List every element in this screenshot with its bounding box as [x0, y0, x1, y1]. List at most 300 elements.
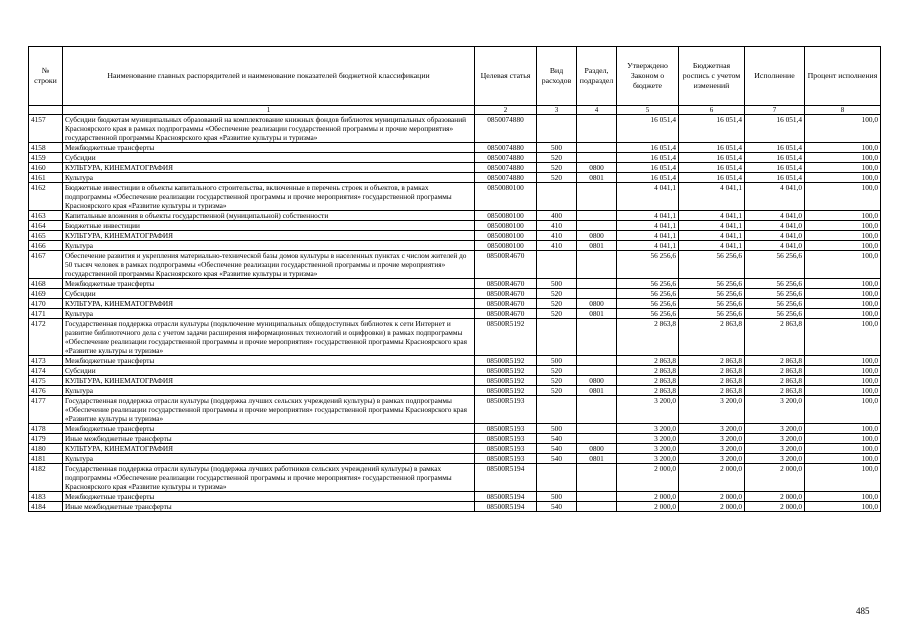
row-expense-type: 520: [537, 153, 577, 163]
row-approved-amount: 56 256,6: [617, 279, 679, 289]
row-name: Капитальные вложения в объекты государственной (муниципальной) собственности: [63, 211, 475, 221]
table-row: [29, 309, 881, 319]
row-expense-type: 500: [537, 279, 577, 289]
row-number: 4159: [29, 153, 63, 163]
row-expense-type: 500: [537, 143, 577, 153]
row-percent: 100,0: [805, 464, 881, 492]
row-executed-amount: 4 041,0: [745, 211, 805, 221]
row-executed-amount: 2 863,8: [745, 376, 805, 386]
row-listed-amount: 16 051,4: [679, 173, 745, 183]
header-num: № строки: [29, 47, 63, 106]
row-expense-type: [537, 115, 577, 143]
row-percent: 100,0: [805, 309, 881, 319]
row-executed-amount: 4 041,0: [745, 183, 805, 211]
row-target-article: 08500R5194: [475, 492, 537, 502]
row-name: Государственная поддержка отрасли культуры (поддержка лучших сельских учреждений культуры) в рамках подпрограммы «Обеспечение реализации государственной программы и прочие мероприятия» государственной программы Красноярского края «Развитие культуры и туризма»: [63, 396, 475, 424]
row-percent: 100,0: [805, 211, 881, 221]
row-section: [577, 211, 617, 221]
row-percent: 100,0: [805, 454, 881, 464]
row-name: Межбюджетные трансферты: [63, 492, 475, 502]
row-section: [577, 424, 617, 434]
row-number: 4158: [29, 143, 63, 153]
table-row: [29, 396, 881, 424]
row-listed-amount: 2 863,8: [679, 319, 745, 356]
row-section: [577, 279, 617, 289]
row-target-article: 0850080100: [475, 241, 537, 251]
row-percent: 100,0: [805, 502, 881, 512]
row-listed-amount: 4 041,1: [679, 211, 745, 221]
row-expense-type: 500: [537, 492, 577, 502]
header-approved: Утверждено Законом о бюджете: [617, 47, 679, 106]
row-executed-amount: 3 200,0: [745, 444, 805, 454]
row-number: 4184: [29, 502, 63, 512]
row-number: 4168: [29, 279, 63, 289]
row-approved-amount: 16 051,4: [617, 153, 679, 163]
row-executed-amount: 3 200,0: [745, 454, 805, 464]
row-number: 4169: [29, 289, 63, 299]
row-section: 0800: [577, 231, 617, 241]
table-row: [29, 289, 881, 299]
row-listed-amount: 56 256,6: [679, 251, 745, 279]
row-percent: 100,0: [805, 356, 881, 366]
row-approved-amount: 2 000,0: [617, 464, 679, 492]
row-name: Межбюджетные трансферты: [63, 356, 475, 366]
row-executed-amount: 2 863,8: [745, 319, 805, 356]
row-section: 0800: [577, 376, 617, 386]
row-approved-amount: 56 256,6: [617, 251, 679, 279]
row-percent: 100,0: [805, 143, 881, 153]
column-number: 5: [617, 106, 679, 115]
row-name: Межбюджетные трансферты: [63, 143, 475, 153]
row-number: 4182: [29, 464, 63, 492]
row-approved-amount: 16 051,4: [617, 143, 679, 153]
row-section: [577, 434, 617, 444]
row-approved-amount: 56 256,6: [617, 289, 679, 299]
table-row: [29, 299, 881, 309]
row-target-article: 0850074880: [475, 163, 537, 173]
row-listed-amount: 2 863,8: [679, 366, 745, 376]
row-name: Иные межбюджетные трансферты: [63, 434, 475, 444]
row-approved-amount: 3 200,0: [617, 396, 679, 424]
row-section: [577, 153, 617, 163]
row-percent: 100,0: [805, 163, 881, 173]
row-section: [577, 464, 617, 492]
row-number: 4170: [29, 299, 63, 309]
row-name: Субсидии бюджетам муниципальных образований на комплектование книжных фондов библиотек муниципальных образований Красноярского края в рамках подпрограммы «Обеспечение реализации государственной программы и прочие мероприятия» государственной программы Красноярского края «Развитие культуры и туризма»: [63, 115, 475, 143]
row-listed-amount: 3 200,0: [679, 444, 745, 454]
table-row: [29, 376, 881, 386]
row-listed-amount: 16 051,4: [679, 163, 745, 173]
row-target-article: 0850080100: [475, 211, 537, 221]
row-approved-amount: 3 200,0: [617, 454, 679, 464]
row-approved-amount: 4 041,1: [617, 221, 679, 231]
row-expense-type: 520: [537, 376, 577, 386]
row-executed-amount: 2 000,0: [745, 502, 805, 512]
row-target-article: 08500R5193: [475, 424, 537, 434]
row-listed-amount: 16 051,4: [679, 143, 745, 153]
row-name: Культура: [63, 241, 475, 251]
row-section: [577, 289, 617, 299]
column-number: 4: [577, 106, 617, 115]
row-target-article: 0850080100: [475, 231, 537, 241]
row-percent: 100,0: [805, 289, 881, 299]
row-target-article: 08500R5192: [475, 366, 537, 376]
header-razdel: Раздел, подраздел: [577, 47, 617, 106]
row-expense-type: 410: [537, 241, 577, 251]
row-executed-amount: 4 041,0: [745, 231, 805, 241]
row-executed-amount: 4 041,0: [745, 241, 805, 251]
row-expense-type: 520: [537, 173, 577, 183]
row-name: Культура: [63, 386, 475, 396]
row-target-article: 0850080100: [475, 221, 537, 231]
row-expense-type: 520: [537, 386, 577, 396]
row-name: Межбюджетные трансферты: [63, 279, 475, 289]
row-listed-amount: 56 256,6: [679, 309, 745, 319]
row-executed-amount: 56 256,6: [745, 251, 805, 279]
row-target-article: 08500R4670: [475, 289, 537, 299]
row-expense-type: [537, 464, 577, 492]
row-number: 4157: [29, 115, 63, 143]
row-section: [577, 143, 617, 153]
row-expense-type: [537, 319, 577, 356]
row-target-article: 08500R4670: [475, 251, 537, 279]
row-number: 4180: [29, 444, 63, 454]
row-number: 4161: [29, 173, 63, 183]
table-header-row: [29, 47, 881, 106]
row-executed-amount: 16 051,4: [745, 115, 805, 143]
row-expense-type: [537, 251, 577, 279]
table-row: [29, 444, 881, 454]
row-listed-amount: 4 041,1: [679, 231, 745, 241]
table-row: [29, 319, 881, 356]
row-approved-amount: 4 041,1: [617, 183, 679, 211]
table-row: [29, 454, 881, 464]
row-section: [577, 183, 617, 211]
row-expense-type: 540: [537, 434, 577, 444]
row-section: 0800: [577, 299, 617, 309]
row-listed-amount: 56 256,6: [679, 299, 745, 309]
row-percent: 100,0: [805, 386, 881, 396]
row-name: Межбюджетные трансферты: [63, 424, 475, 434]
row-listed-amount: 2 863,8: [679, 376, 745, 386]
row-number: 4183: [29, 492, 63, 502]
table-row: [29, 492, 881, 502]
row-target-article: 08500R4670: [475, 299, 537, 309]
row-percent: 100,0: [805, 241, 881, 251]
row-expense-type: 400: [537, 211, 577, 221]
row-section: [577, 115, 617, 143]
row-target-article: 08500R5194: [475, 502, 537, 512]
row-number: 4176: [29, 386, 63, 396]
row-target-article: 08500R5193: [475, 454, 537, 464]
table-row: [29, 386, 881, 396]
row-executed-amount: 2 863,8: [745, 356, 805, 366]
table-row: [29, 464, 881, 492]
row-name: КУЛЬТУРА, КИНЕМАТОГРАФИЯ: [63, 231, 475, 241]
row-expense-type: 540: [537, 454, 577, 464]
row-section: [577, 221, 617, 231]
table-row: [29, 221, 881, 231]
table-row: [29, 153, 881, 163]
row-approved-amount: 4 041,1: [617, 241, 679, 251]
row-percent: 100,0: [805, 376, 881, 386]
header-percent: Процент исполнения: [805, 47, 881, 106]
row-listed-amount: 2 863,8: [679, 386, 745, 396]
row-section: [577, 366, 617, 376]
table-row: [29, 211, 881, 221]
row-listed-amount: 4 041,1: [679, 183, 745, 211]
row-approved-amount: 56 256,6: [617, 309, 679, 319]
row-listed-amount: 3 200,0: [679, 434, 745, 444]
row-executed-amount: 2 863,8: [745, 366, 805, 376]
row-percent: 100,0: [805, 221, 881, 231]
row-number: 4177: [29, 396, 63, 424]
row-expense-type: 500: [537, 356, 577, 366]
row-number: 4167: [29, 251, 63, 279]
row-expense-type: 520: [537, 289, 577, 299]
row-name: Государственная поддержка отрасли культуры (поддержка лучших работников сельских учреждений культуры) в рамках подпрограммы «Обеспечение реализации государственной программы и прочие мероприятия» государственной программы Красноярского края «Развитие культуры и туризма»: [63, 464, 475, 492]
row-executed-amount: 2 863,8: [745, 386, 805, 396]
row-executed-amount: 16 051,4: [745, 163, 805, 173]
row-section: 0800: [577, 163, 617, 173]
row-percent: 100,0: [805, 396, 881, 424]
row-approved-amount: 16 051,4: [617, 163, 679, 173]
row-approved-amount: 2 000,0: [617, 492, 679, 502]
page-number: 485: [856, 606, 870, 616]
row-target-article: 08500R5194: [475, 464, 537, 492]
row-percent: 100,0: [805, 444, 881, 454]
row-expense-type: 410: [537, 231, 577, 241]
column-number: 6: [679, 106, 745, 115]
row-listed-amount: 2 000,0: [679, 464, 745, 492]
row-expense-type: 410: [537, 221, 577, 231]
row-expense-type: 520: [537, 309, 577, 319]
column-number: [29, 106, 63, 115]
row-approved-amount: 2 863,8: [617, 366, 679, 376]
row-percent: 100,0: [805, 231, 881, 241]
table-row: [29, 183, 881, 211]
row-listed-amount: 4 041,1: [679, 241, 745, 251]
row-number: 4160: [29, 163, 63, 173]
table-row: [29, 251, 881, 279]
row-percent: 100,0: [805, 173, 881, 183]
row-listed-amount: 56 256,6: [679, 289, 745, 299]
row-target-article: 08500R5192: [475, 376, 537, 386]
row-number: 4174: [29, 366, 63, 376]
table-row: [29, 115, 881, 143]
row-expense-type: 500: [537, 424, 577, 434]
row-executed-amount: 16 051,4: [745, 153, 805, 163]
row-section: 0800: [577, 444, 617, 454]
row-name: Иные межбюджетные трансферты: [63, 502, 475, 512]
row-listed-amount: 3 200,0: [679, 424, 745, 434]
row-executed-amount: 16 051,4: [745, 173, 805, 183]
row-listed-amount: 16 051,4: [679, 115, 745, 143]
row-target-article: 08500R5192: [475, 319, 537, 356]
row-percent: 100,0: [805, 424, 881, 434]
row-listed-amount: 16 051,4: [679, 153, 745, 163]
row-number: 4179: [29, 434, 63, 444]
row-expense-type: [537, 396, 577, 424]
row-approved-amount: 3 200,0: [617, 434, 679, 444]
row-expense-type: 540: [537, 444, 577, 454]
row-executed-amount: 2 000,0: [745, 492, 805, 502]
row-approved-amount: 4 041,1: [617, 231, 679, 241]
table-row: [29, 502, 881, 512]
row-expense-type: 520: [537, 163, 577, 173]
row-approved-amount: 3 200,0: [617, 424, 679, 434]
row-executed-amount: 56 256,6: [745, 279, 805, 289]
row-approved-amount: 3 200,0: [617, 444, 679, 454]
row-executed-amount: 56 256,6: [745, 299, 805, 309]
row-name: Обеспечение развития и укрепления материально-технической базы домов культуры в населенных пунктах с числом жителей до 50 тысяч человек в рамках подпрограммы «Обеспечение реализации государственной программы и прочие мероприятия» государственной программы Красноярского края «Развитие культуры и туризма»: [63, 251, 475, 279]
row-target-article: 08500R4670: [475, 279, 537, 289]
row-expense-type: 520: [537, 366, 577, 376]
header-listed: Бюджетная роспись с учетом изменений: [679, 47, 745, 106]
row-name: Культура: [63, 309, 475, 319]
row-listed-amount: 2 863,8: [679, 356, 745, 366]
row-approved-amount: 2 863,8: [617, 386, 679, 396]
table-row: [29, 356, 881, 366]
row-section: [577, 251, 617, 279]
table-row: [29, 241, 881, 251]
row-name: Государственная поддержка отрасли культуры (подключение муниципальных общедоступных библиотек к сети Интернет и развитие библиотечного дела с учетом задачи расширения информационных технологий и оцифровки) в рамках подпрограммы «Обеспечение реализации государственной программы и прочие мероприятия» государственной программы Красноярского края «Развитие культуры и туризма»: [63, 319, 475, 356]
table-row: [29, 231, 881, 241]
row-listed-amount: 2 000,0: [679, 492, 745, 502]
row-number: 4178: [29, 424, 63, 434]
row-percent: 100,0: [805, 434, 881, 444]
header-name: Наименование главных распорядителей и наименование показателей бюджетной классификации: [63, 47, 475, 106]
row-target-article: 0850080100: [475, 183, 537, 211]
table-row: [29, 163, 881, 173]
row-name: Субсидии: [63, 153, 475, 163]
row-name: КУЛЬТУРА, КИНЕМАТОГРАФИЯ: [63, 376, 475, 386]
row-section: [577, 356, 617, 366]
row-section: 0801: [577, 241, 617, 251]
row-approved-amount: 4 041,1: [617, 211, 679, 221]
table-row: [29, 173, 881, 183]
row-section: 0801: [577, 454, 617, 464]
row-executed-amount: 4 041,0: [745, 221, 805, 231]
row-section: 0801: [577, 173, 617, 183]
row-approved-amount: 16 051,4: [617, 115, 679, 143]
row-expense-type: 520: [537, 299, 577, 309]
row-approved-amount: 16 051,4: [617, 173, 679, 183]
row-target-article: 08500R5193: [475, 396, 537, 424]
row-section: [577, 319, 617, 356]
row-executed-amount: 56 256,6: [745, 309, 805, 319]
row-section: 0801: [577, 309, 617, 319]
row-percent: 100,0: [805, 366, 881, 376]
column-number: 7: [745, 106, 805, 115]
row-target-article: 0850074880: [475, 153, 537, 163]
row-target-article: 08500R5193: [475, 444, 537, 454]
table-row: [29, 366, 881, 376]
row-number: 4173: [29, 356, 63, 366]
row-approved-amount: 2 863,8: [617, 319, 679, 356]
row-executed-amount: 3 200,0: [745, 424, 805, 434]
row-number: 4164: [29, 221, 63, 231]
table-body: [29, 115, 881, 512]
column-number: 2: [475, 106, 537, 115]
row-section: [577, 396, 617, 424]
table-row: [29, 143, 881, 153]
row-target-article: 08500R4670: [475, 309, 537, 319]
header-code: Целевая статья: [475, 47, 537, 106]
row-executed-amount: 56 256,6: [745, 289, 805, 299]
row-name: Субсидии: [63, 289, 475, 299]
row-name: Бюджетные инвестиции в объекты капитального строительства, включенные в перечень строек и объектов, в рамках подпрограммы «Обеспечение реализации государственной программы и прочие мероприятия» государственной программы Красноярского края «Развитие культуры и туризма»: [63, 183, 475, 211]
row-target-article: 0850074880: [475, 115, 537, 143]
column-number: 3: [537, 106, 577, 115]
row-percent: 100,0: [805, 279, 881, 289]
row-approved-amount: 2 863,8: [617, 356, 679, 366]
row-expense-type: 540: [537, 502, 577, 512]
row-name: КУЛЬТУРА, КИНЕМАТОГРАФИЯ: [63, 163, 475, 173]
row-executed-amount: 16 051,4: [745, 143, 805, 153]
budget-execution-table: [28, 46, 881, 512]
row-percent: 100,0: [805, 183, 881, 211]
row-listed-amount: 4 041,1: [679, 221, 745, 231]
row-approved-amount: 56 256,6: [617, 299, 679, 309]
row-name: Бюджетные инвестиции: [63, 221, 475, 231]
column-number: 8: [805, 106, 881, 115]
row-name: Культура: [63, 454, 475, 464]
row-number: 4162: [29, 183, 63, 211]
row-section: [577, 492, 617, 502]
table-row: [29, 279, 881, 289]
table-row: [29, 424, 881, 434]
row-listed-amount: 3 200,0: [679, 396, 745, 424]
row-number: 4172: [29, 319, 63, 356]
row-number: 4163: [29, 211, 63, 221]
row-number: 4165: [29, 231, 63, 241]
row-approved-amount: 2 863,8: [617, 376, 679, 386]
row-number: 4181: [29, 454, 63, 464]
row-executed-amount: 3 200,0: [745, 434, 805, 444]
row-approved-amount: 2 000,0: [617, 502, 679, 512]
row-listed-amount: 2 000,0: [679, 502, 745, 512]
row-section: [577, 502, 617, 512]
column-number: 1: [63, 106, 475, 115]
row-listed-amount: 56 256,6: [679, 279, 745, 289]
row-executed-amount: 3 200,0: [745, 396, 805, 424]
row-percent: 100,0: [805, 299, 881, 309]
row-target-article: 08500R5192: [475, 356, 537, 366]
row-target-article: 0850074880: [475, 173, 537, 183]
row-number: 4171: [29, 309, 63, 319]
header-executed: Исполнение: [745, 47, 805, 106]
row-executed-amount: 2 000,0: [745, 464, 805, 492]
row-percent: 100,0: [805, 319, 881, 356]
row-target-article: 0850074880: [475, 143, 537, 153]
row-listed-amount: 3 200,0: [679, 454, 745, 464]
header-vid: Вид расходов: [537, 47, 577, 106]
table-row: [29, 434, 881, 444]
column-number-row: [29, 106, 881, 115]
row-number: 4175: [29, 376, 63, 386]
row-expense-type: [537, 183, 577, 211]
row-percent: 100,0: [805, 115, 881, 143]
row-name: КУЛЬТУРА, КИНЕМАТОГРАФИЯ: [63, 299, 475, 309]
row-percent: 100,0: [805, 153, 881, 163]
row-section: 0801: [577, 386, 617, 396]
row-name: Субсидии: [63, 366, 475, 376]
row-percent: 100,0: [805, 251, 881, 279]
row-target-article: 08500R5192: [475, 386, 537, 396]
row-name: КУЛЬТУРА, КИНЕМАТОГРАФИЯ: [63, 444, 475, 454]
row-percent: 100,0: [805, 492, 881, 502]
